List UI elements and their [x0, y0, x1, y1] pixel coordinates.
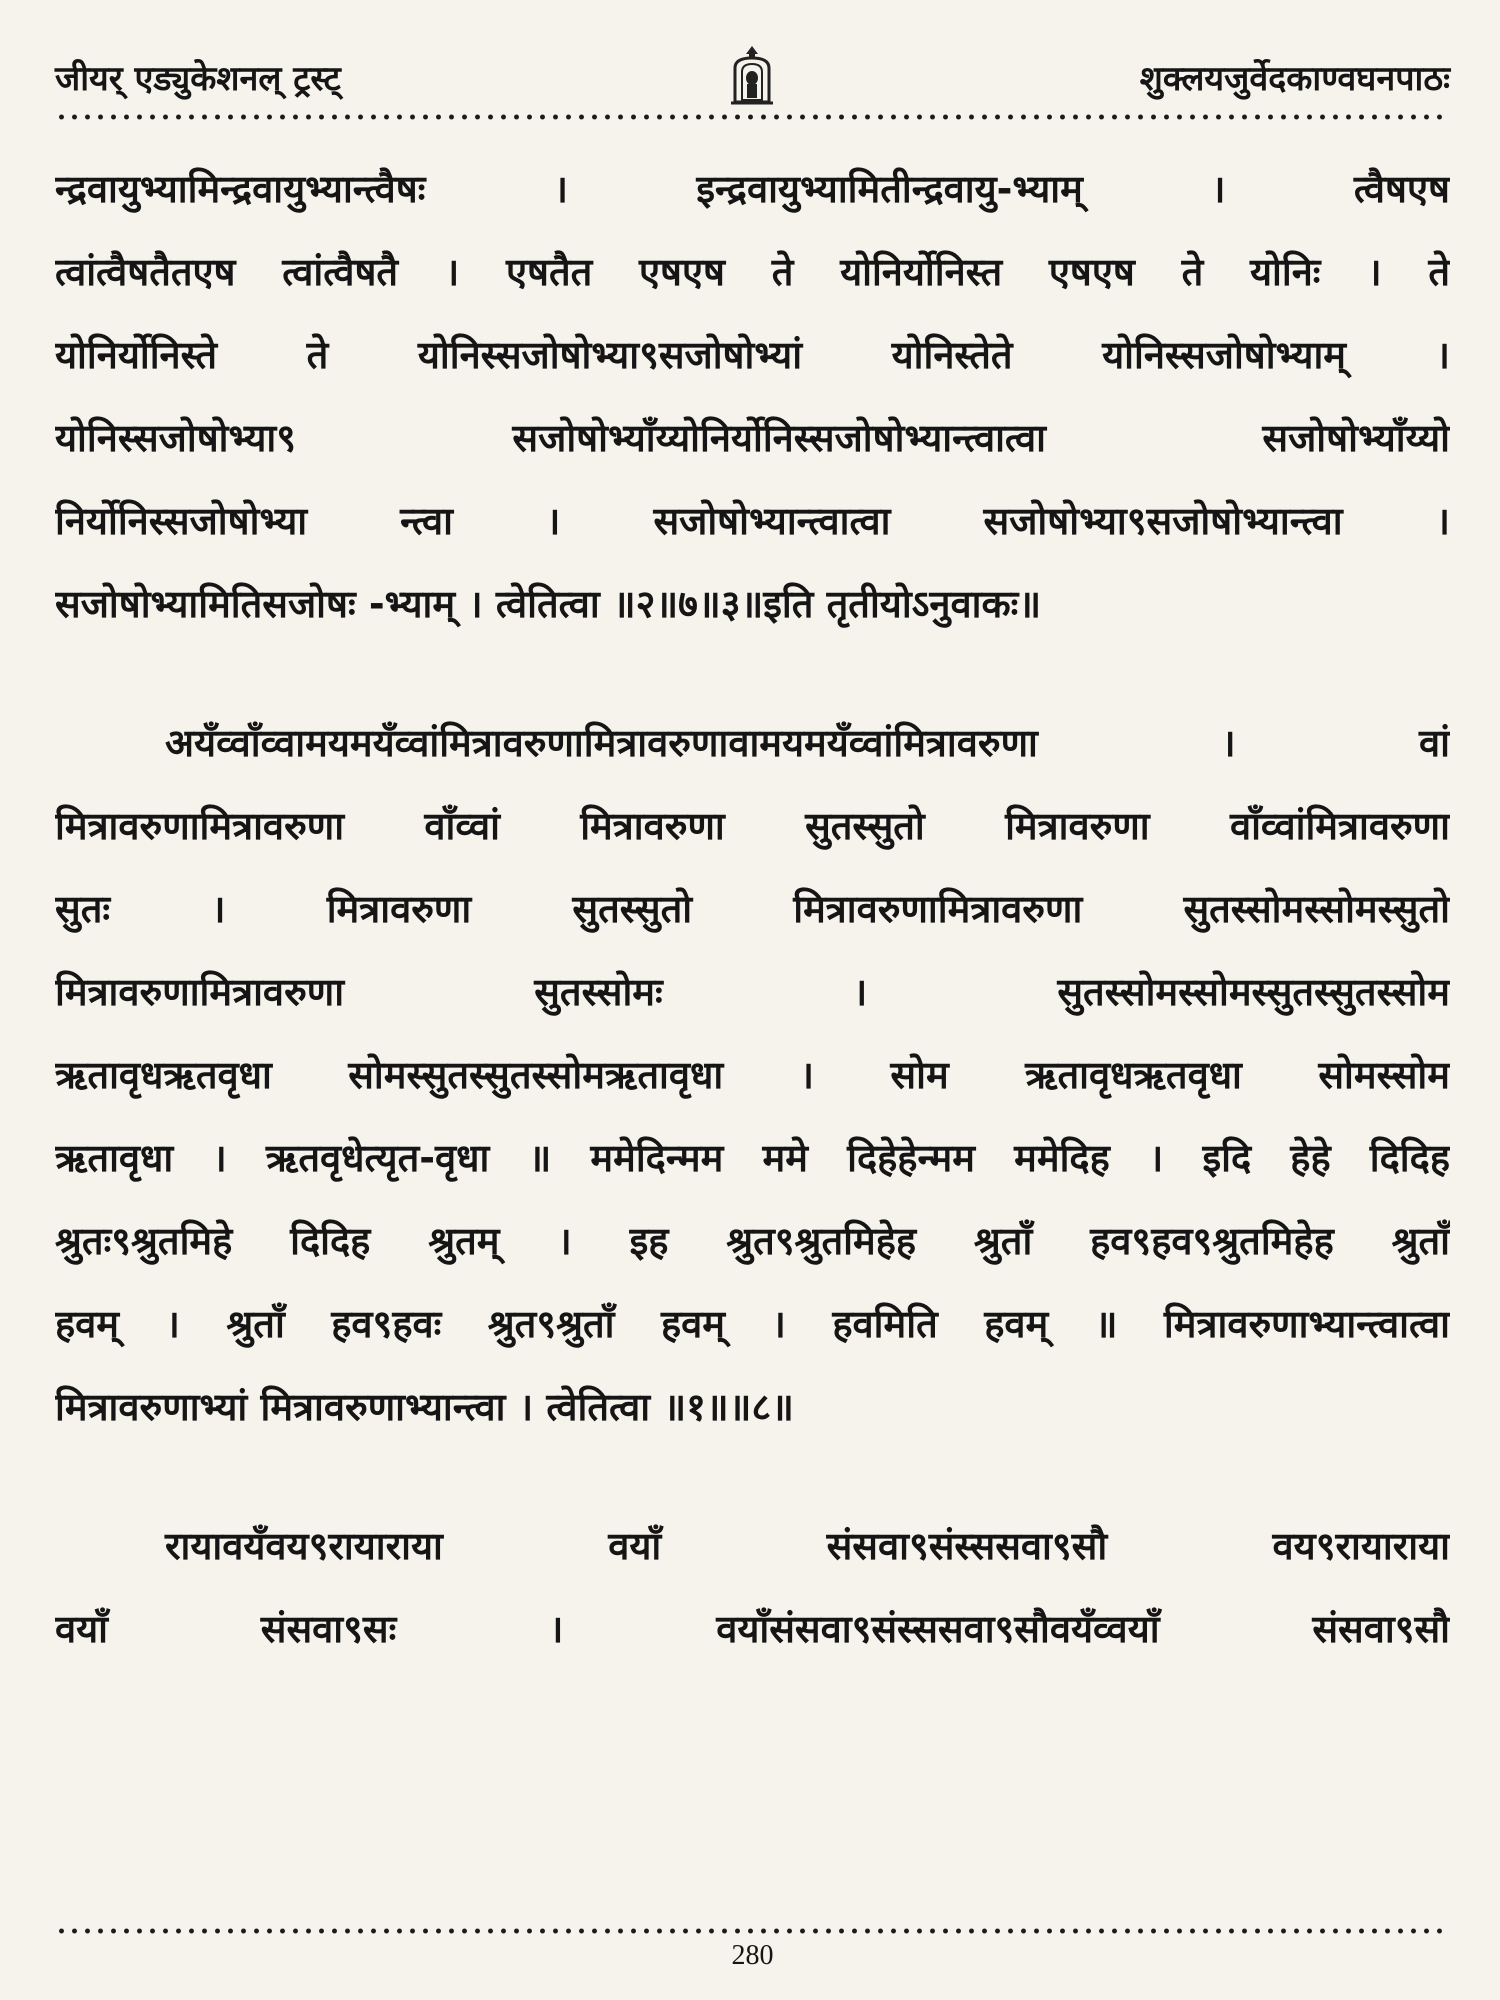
bottom-dotted-rule — [55, 1928, 1450, 1934]
page-number: 280 — [731, 1940, 774, 1971]
text-line: सजोषोभ्यामितिसजोषः -भ्याम् । त्वेतित्वा ॥२॥७॥३॥इति तृतीयोऽनुवाकः॥ — [55, 582, 1042, 626]
text-line: रायावयँवय९रायाराया वयाँ संसवा९संस्ससवा९सौ वय९रायाराया — [165, 1524, 1450, 1568]
text-line: सुतः । मित्रावरुणा सुतस्सुतो मित्रावरुणामित्रावरुणा सुतस्सोमस्सोमस्सुतो — [55, 887, 1450, 931]
text-line: मित्रावरुणामित्रावरुणा सुतस्सोमः । सुतस्सोमस्सोमस्सुतस्सुतस्सोम — [55, 970, 1450, 1014]
header-book-title: शुक्लयजुर्वेदकाण्वघनपाठः — [1139, 59, 1450, 99]
text-line: ऋतावृधा । ऋतवृधेत्यृत-वृधा ॥ ममेदिन्मम ममे दिहेहेन्मम ममेदिह । इदि हेहे दिदिह — [55, 1136, 1450, 1180]
text-line: मित्रावरुणामित्रावरुणा वाँव्वां मित्रावरुणा सुतस्सुतो मित्रावरुणा वाँव्वांमित्रावरुणा — [55, 804, 1450, 848]
page-header — [55, 44, 1450, 104]
text-line: ऋतावृधऋतवृधा सोमस्सुतस्सुतस्सोमऋतावृधा । सोम ऋतावृधऋतवृधा सोमस्सोम — [55, 1053, 1450, 1097]
text-line: अयँव्वाँव्वामयमयँव्वांमित्रावरुणामित्रावरुणावामयमयँव्वांमित्रावरुणा । वां — [165, 721, 1450, 765]
text-line: निर्योनिस्सजोषोभ्या न्त्वा । सजोषोभ्यान्त्वात्वा सजोषोभ्या९सजोषोभ्यान्त्वा । — [55, 499, 1450, 543]
text-line: योनिस्सजोषोभ्या९ सजोषोभ्याँय्योनिर्योनिस्सजोषोभ्यान्त्वात्वा सजोषोभ्याँय्यो — [55, 416, 1450, 460]
text-line: मित्रावरुणाभ्यां मित्रावरुणाभ्यान्त्वा । त्वेतित्वा ॥१॥॥८॥ — [55, 1385, 794, 1429]
header-publisher: जीयर् एड्युकेशनल् ट्रस्ट् — [55, 59, 341, 99]
text-line: योनिर्योनिस्ते ते योनिस्सजोषोभ्या९सजोषोभ्यां योनिस्तेते योनिस्सजोषोभ्याम् । — [55, 333, 1450, 377]
text-line: त्वांत्वैषतैतएष त्वांत्वैषतै । एषतैत एषएष ते योनिर्योनिस्त एषएष ते योनिः । ते — [55, 250, 1450, 294]
book-page — [55, 30, 1450, 1970]
top-dotted-rule — [55, 114, 1450, 120]
paragraph-gap — [55, 1449, 1450, 1505]
text-line: श्रुतः९श्रुतमिहे दिदिह श्रुतम् । इह श्रुत९श्रुतमिहेह श्रुताँ हव९हव९श्रुतमिहेह श्रुताँ — [55, 1219, 1450, 1263]
temple-emblem-icon — [727, 44, 777, 106]
text-line: न्द्रवायुभ्यामिन्द्रवायुभ्यान्त्वैषः । इन्द्रवायुभ्यामितीन्द्रवायु-भ्याम् । त्वैषएष — [55, 167, 1450, 211]
text-line: हवम् । श्रुताँ हव९हवः श्रुत९श्रुताँ हवम् । हवमिति हवम् ॥ मित्रावरुणाभ्यान्त्वात्वा — [55, 1302, 1450, 1346]
paragraph-gap — [55, 646, 1450, 702]
text-body — [55, 148, 1450, 1671]
text-line: वयाँ संसवा९सः । वयाँसंसवा९संस्ससवा९सौवयँव्वयाँ संसवा९सौ — [55, 1607, 1450, 1651]
